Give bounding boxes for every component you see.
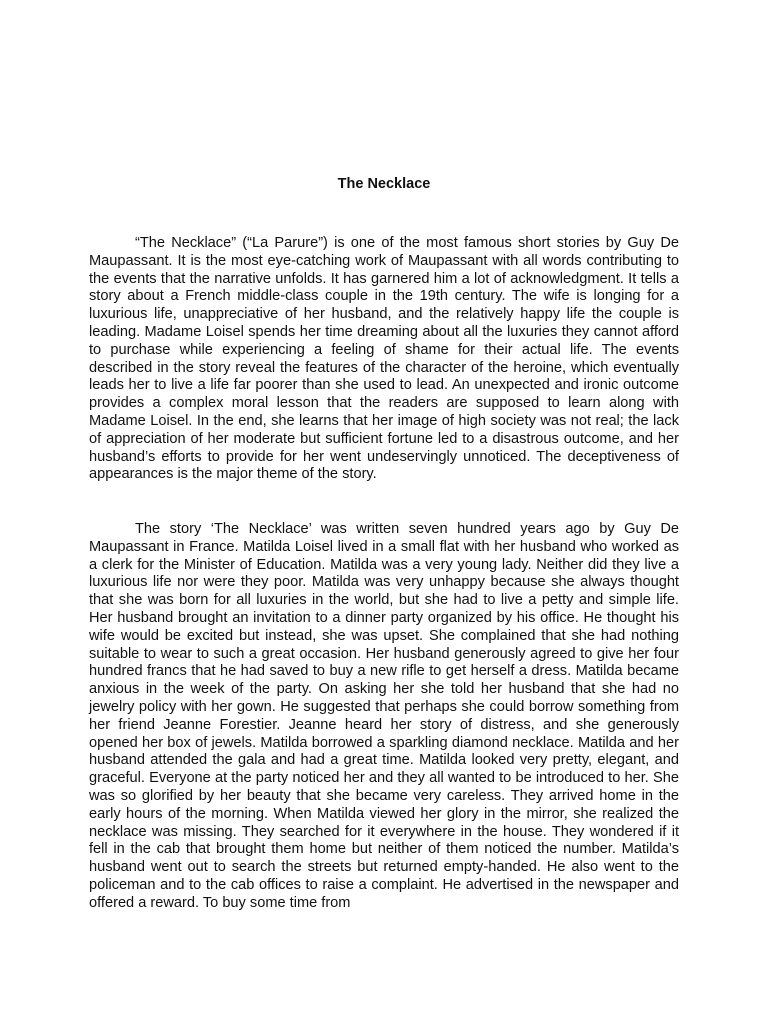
paragraph-summary: The story ‘The Necklace’ was written seven hundred years ago by Guy De Maupassant in France. Matilda Loisel lived in a small flat with her husband who worked as a clerk for the Minister of Education. Matilda was a very young lady. Neither did they live a luxurious life nor were they poor. Matilda was very unhappy because she always thought that she was born for all luxuries in the world, but she had to live a petty and simple life. Her husband brought an invitation to a dinner party organized by his office. He thought his wife would be excited but instead, she was upset. She complained that she had nothing suitable to wear to such a great occasion. Her husband generously agreed to give her four hundred francs that he had saved to buy a new rifle to get herself a dress. Matilda became anxious in the week of the party. On asking her she told her husband that she had no jewelry policy with her gown. He suggested that perhaps she could borrow something from her friend Jeanne Forestier. Jeanne heard her story of distress, and she generously opened her box of jewels. Matilda borrowed a sparkling diamond necklace. Matilda and her husband attended the gala and had a great time. Matilda looked very pretty, elegant, and graceful. Everyone at the party noticed her and they all wanted to be introduced to her. She was so glorified by her beauty that she became very careless. They arrived home in the early hours of the morning. When Matilda viewed her glory in the mirror, she realized the necklace was missing. They searched for it everywhere in the house. They wondered if it fell in the cab that brought them home but neither of them noticed the number. Matilda’s husband went out to search the streets but returned empty-handed. He also went to the policeman and to the cab offices to raise a complaint. He advertised in the newspaper and offered a reward. To buy some time from (89, 521, 679, 911)
paragraph-intro: “The Necklace” (“La Parure”) is one of the most famous short stories by Guy De Maupassant. It is the most eye-catching work of Maupassant with all words contributing to the events that the narrative unfolds. It has garnered him a lot of acknowledgment. It tells a story about a French middle-class couple in the 19th century. The wife is longing for a luxurious life, unappreciative of her husband, and the relatively happy life the couple is leading. Madame Loisel spends her time dreaming about all the luxuries they cannot afford to purchase while experiencing a feeling of shame for their actual life. The events described in the story reveal the features of the character of the heroine, which eventually leads her to live a life far poorer than she used to lead. An unexpected and ironic outcome provides a complex moral lesson that the readers are supposed to learn along with Madame Loisel. In the end, she learns that her image of high society was not real; the lack of appreciation of her moderate but sufficient fortune led to a disastrous outcome, and her husband’s efforts to provide for her went undeservingly unnoticed. The deceptiveness of appearances is the major theme of the story. (89, 235, 679, 483)
document-title: The Necklace (337, 176, 431, 192)
